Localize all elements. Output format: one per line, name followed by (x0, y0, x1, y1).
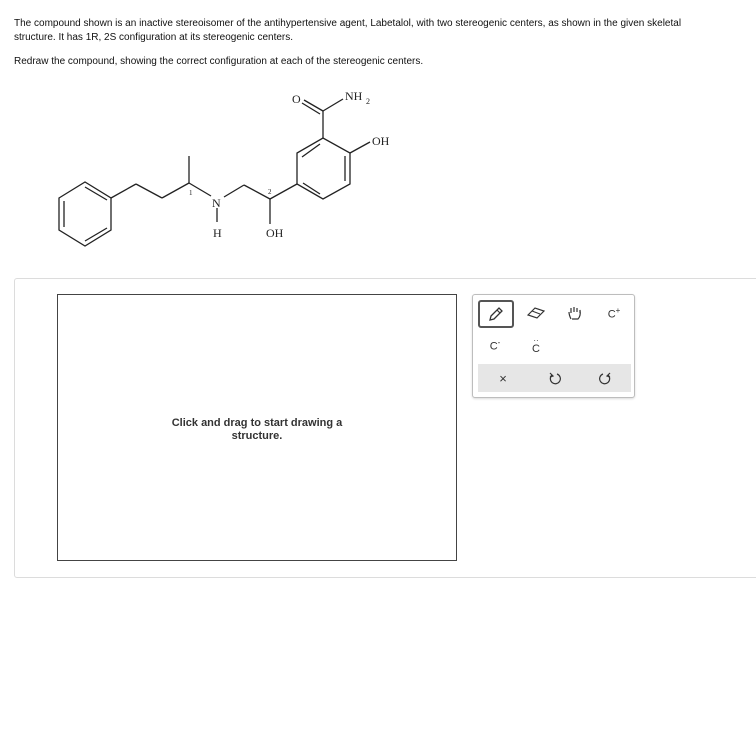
hydroxyl-label: OH (266, 226, 284, 240)
cation-sup: + (615, 305, 621, 315)
question-line-1: The compound shown is an inactive stereoisomer of the antihypertensive agent, Labetalol, with two stereogenic centers, as shown in the given skeletal (14, 18, 682, 29)
pencil-tool-button[interactable] (478, 300, 514, 328)
hand-tool-button[interactable] (558, 300, 592, 326)
undo-icon (548, 371, 562, 385)
nh2-subscript: 2 (366, 97, 370, 106)
question-line-2: structure. It has 1R, 2S configuration at its stereogenic centers. (14, 32, 294, 43)
drawing-canvas[interactable] (57, 294, 457, 561)
drawing-toolbox (472, 294, 635, 398)
question-instruction: Redraw the compound, showing the correct configuration at each of the stereogenic centers. (14, 56, 424, 67)
nitrogen-label: N (212, 196, 221, 210)
cation-tool-button[interactable] (597, 300, 631, 326)
redo-icon (598, 371, 612, 385)
clear-button[interactable] (486, 365, 520, 391)
undo-button[interactable] (538, 365, 572, 391)
radical-icon (532, 337, 540, 353)
cation-icon (608, 306, 621, 321)
redo-button[interactable] (588, 365, 622, 391)
anion-sup: - (497, 337, 501, 347)
labetalol-skeletal-structure (0, 78, 756, 248)
radical-label: C (532, 343, 540, 355)
canvas-hint (58, 417, 456, 443)
anion-icon (490, 338, 501, 353)
radical-dots: ·· (533, 336, 539, 345)
canvas-hint-line-1: Click and drag to start drawing a (171, 417, 343, 429)
stereocenter-2-label: 2 (268, 188, 272, 196)
pencil-icon (487, 305, 505, 323)
clear-icon: × (499, 370, 507, 386)
toolbox-action-bar (478, 364, 631, 392)
canvas-hint-line-2: structure. (231, 430, 283, 442)
stereocenter-1-label: 1 (189, 189, 193, 197)
anion-label: C (489, 340, 498, 353)
eraser-icon (526, 305, 546, 321)
question-text (14, 17, 742, 45)
ring-oh-label: OH (372, 134, 390, 148)
eraser-tool-button[interactable] (519, 300, 553, 326)
nh2-label: NH (345, 89, 363, 103)
hand-icon (566, 304, 584, 322)
oxygen-label: O (292, 92, 301, 106)
cation-label: C (607, 308, 616, 321)
anion-tool-button[interactable] (478, 332, 512, 358)
radical-tool-button[interactable] (519, 332, 553, 358)
amine-h-label: H (213, 226, 222, 240)
